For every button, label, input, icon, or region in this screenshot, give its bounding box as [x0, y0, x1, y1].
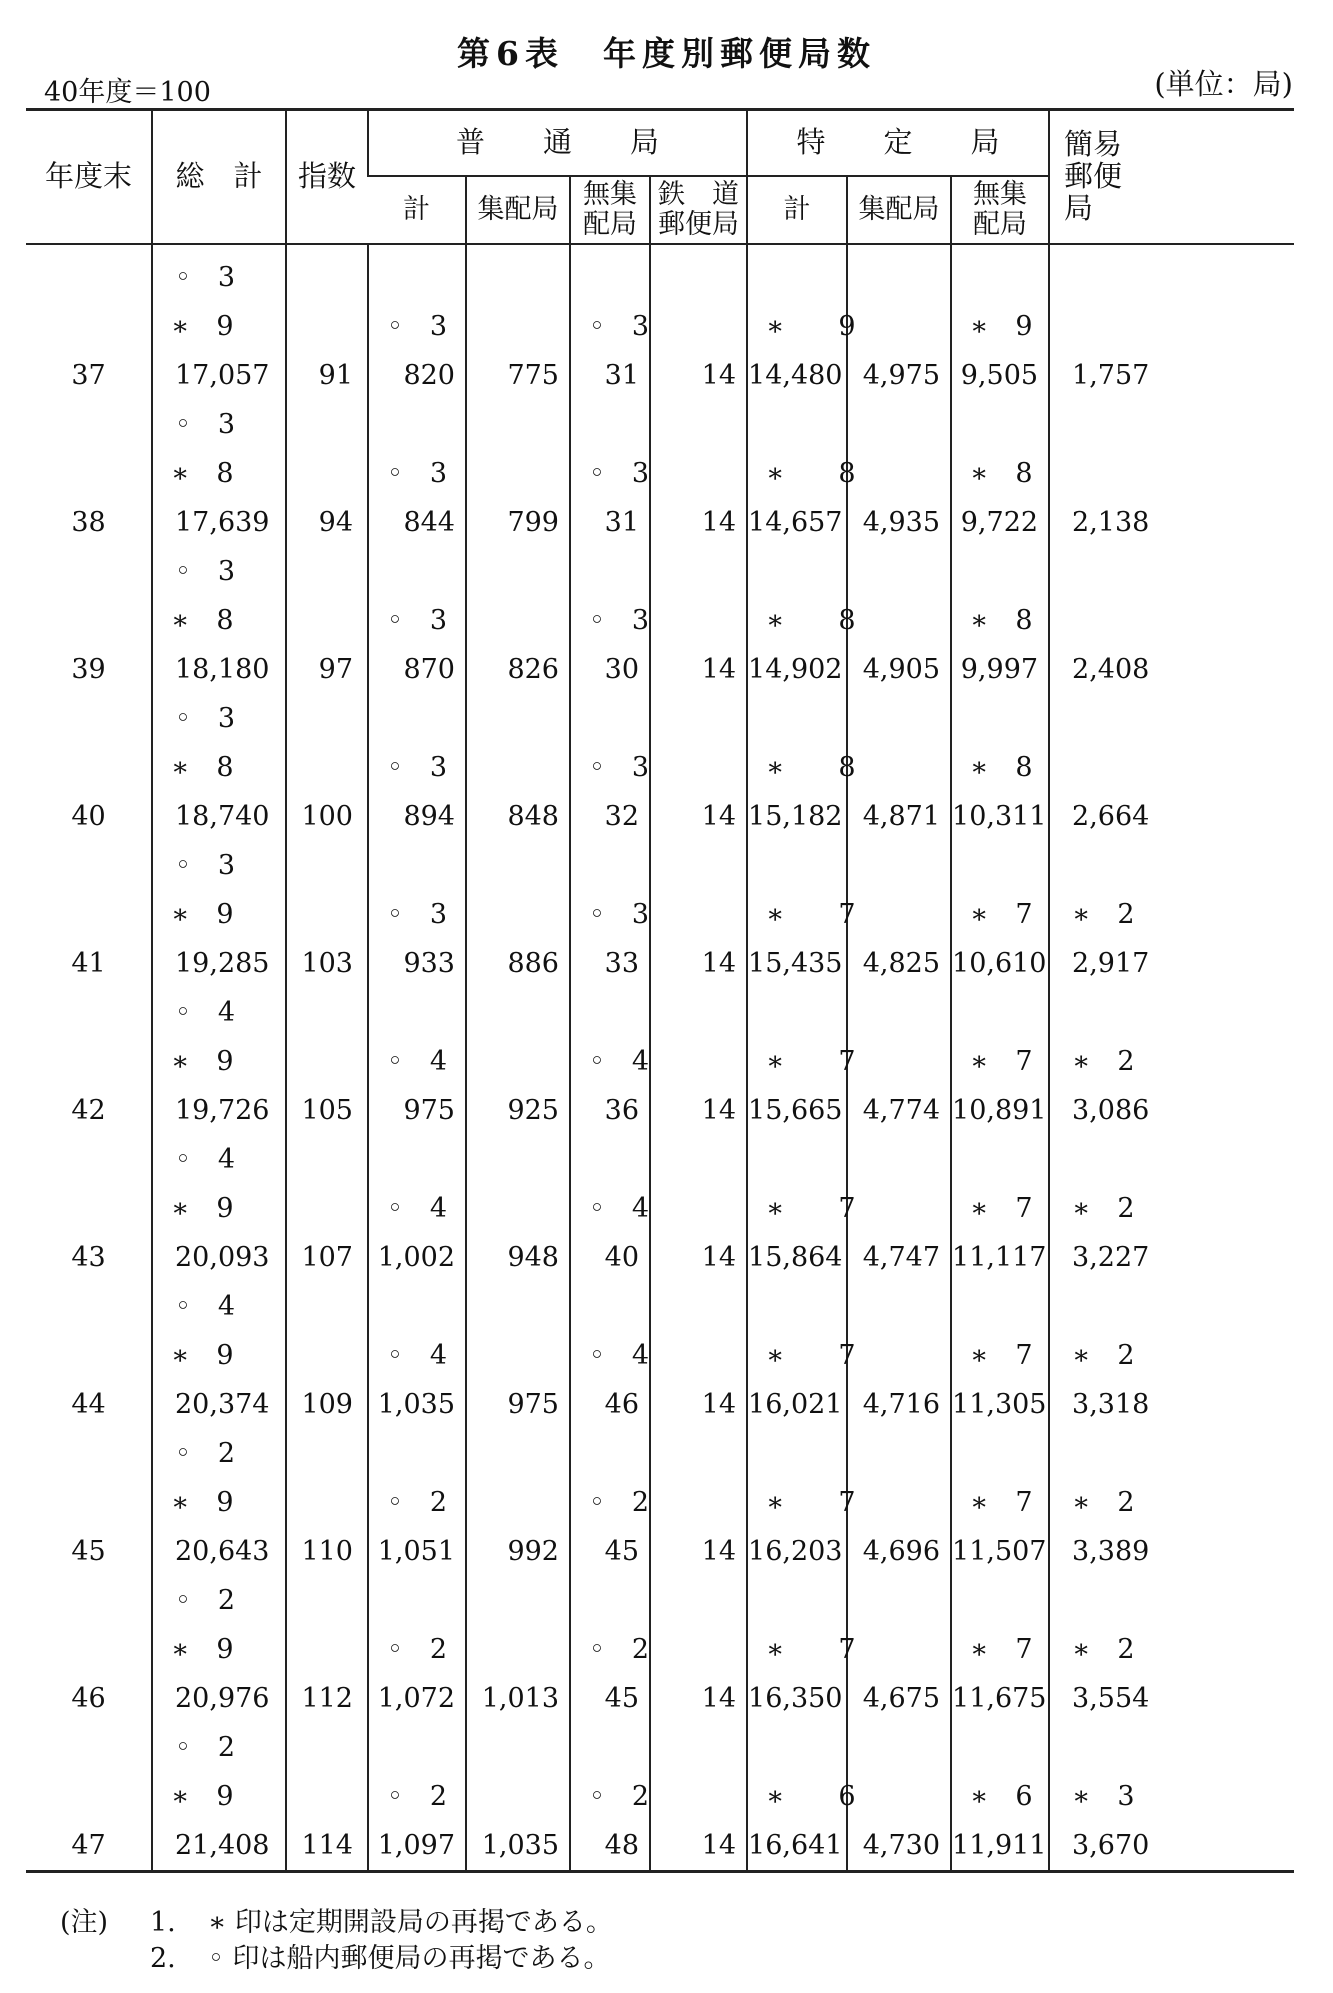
cell-sim: 3,670	[1049, 1821, 1294, 1872]
cell-ord-ship: ◦ 4	[368, 1037, 466, 1086]
cell-spe-collect: 4,675	[847, 1674, 951, 1723]
cell-ord-ship: ◦ 3	[368, 302, 466, 351]
cell-sim: 1,757	[1049, 351, 1294, 400]
cell-spe-total: 16,203	[747, 1527, 847, 1576]
cell-spe-collect: 4,871	[847, 792, 951, 841]
cell-spe-collect: 4,747	[847, 1233, 951, 1282]
cell-spe-total: 15,864	[747, 1233, 847, 1282]
table-row-ship	[26, 547, 1294, 596]
table-row	[26, 1674, 1294, 1723]
cell-spe-non: 9,722	[951, 498, 1049, 547]
footnote-2-text: ◦ 印は船内郵便局の再掲である。	[208, 1943, 611, 1974]
cell-spe-total: 15,435	[747, 939, 847, 988]
cell-total-ship: ◦ 2	[152, 1576, 286, 1625]
cell-sim-star: ∗ 3	[1049, 1772, 1294, 1821]
cell-ord-rail: 14	[650, 498, 747, 547]
cell-spe-non-star: ∗ 9	[951, 302, 1049, 351]
cell-ord-non: 32	[570, 792, 650, 841]
cell-spe-star: ∗ 8	[747, 596, 847, 645]
cell-ord-ship: ◦ 4	[368, 1331, 466, 1380]
cell-sim: 2,664	[1049, 792, 1294, 841]
cell-spe-non-star: ∗ 6	[951, 1772, 1049, 1821]
cell-spe-total: 15,665	[747, 1086, 847, 1135]
cell-sim-star: ∗ 2	[1049, 1478, 1294, 1527]
cell-total-ship: ◦ 4	[152, 1135, 286, 1184]
cell-sim: 2,917	[1049, 939, 1294, 988]
header-ordinary-rail: 鉄 道郵便局	[650, 176, 747, 244]
base-year-note: 40年度＝100	[44, 77, 211, 108]
cell-ord-non-ship: ◦ 2	[570, 1478, 650, 1527]
cell-ord-total: 1,072	[368, 1674, 466, 1723]
cell-year: 43	[71, 1242, 106, 1273]
cell-ord-non: 45	[570, 1674, 650, 1723]
cell-ord-non-ship: ◦ 3	[570, 890, 650, 939]
table-row-markers	[26, 1184, 1294, 1233]
cell-total-star: ∗ 8	[152, 449, 286, 498]
cell-spe-star: ∗ 7	[747, 890, 847, 939]
cell-spe-star: ∗ 7	[747, 1037, 847, 1086]
table-row-markers	[26, 596, 1294, 645]
cell-spe-non: 11,675	[951, 1674, 1049, 1723]
cell-year: 37	[71, 360, 106, 391]
cell-total-ship: ◦ 3	[152, 694, 286, 743]
table-row-markers	[26, 1772, 1294, 1821]
cell-total-ship: ◦ 2	[152, 1429, 286, 1478]
header-specific-noncollect: 無集配局	[951, 176, 1049, 244]
cell-spe-collect: 4,825	[847, 939, 951, 988]
cell-total: 18,180	[152, 645, 286, 694]
table-row-markers	[26, 1037, 1294, 1086]
cell-total: 20,976	[152, 1674, 286, 1723]
cell-ord-collect: 975	[466, 1380, 570, 1429]
post-office-table	[26, 108, 1294, 1873]
cell-spe-non: 11,305	[951, 1380, 1049, 1429]
table-row	[26, 351, 1294, 400]
cell-spe-non-star: ∗ 8	[951, 743, 1049, 792]
cell-spe-non: 10,891	[951, 1086, 1049, 1135]
cell-spe-collect: 4,730	[847, 1821, 951, 1872]
cell-total-ship: ◦ 3	[152, 244, 286, 302]
cell-year: 45	[71, 1536, 106, 1567]
cell-ord-total: 1,051	[368, 1527, 466, 1576]
cell-total-star: ∗ 8	[152, 596, 286, 645]
cell-index: 103	[286, 939, 368, 988]
cell-ord-non: 30	[570, 645, 650, 694]
cell-total-star: ∗ 9	[152, 1772, 286, 1821]
cell-spe-non-star: ∗ 8	[951, 596, 1049, 645]
footnote-2-number: 2.	[150, 1943, 176, 1974]
cell-ord-non: 36	[570, 1086, 650, 1135]
table-row	[26, 498, 1294, 547]
cell-index: 114	[286, 1821, 368, 1872]
cell-total: 18,740	[152, 792, 286, 841]
cell-ord-non-ship: ◦ 3	[570, 302, 650, 351]
cell-spe-non: 10,610	[951, 939, 1049, 988]
cell-spe-total: 14,902	[747, 645, 847, 694]
cell-spe-non: 11,507	[951, 1527, 1049, 1576]
cell-ord-ship: ◦ 2	[368, 1625, 466, 1674]
table-row-ship	[26, 694, 1294, 743]
cell-ord-ship: ◦ 2	[368, 1772, 466, 1821]
table-row	[26, 1086, 1294, 1135]
cell-spe-star: ∗ 7	[747, 1625, 847, 1674]
header-total: 総 計	[152, 110, 286, 245]
cell-spe-star: ∗ 7	[747, 1478, 847, 1527]
footnote-label: (注)	[60, 1907, 109, 1938]
cell-spe-total: 14,480	[747, 351, 847, 400]
cell-total: 20,093	[152, 1233, 286, 1282]
cell-ord-total: 844	[368, 498, 466, 547]
table-row-markers	[26, 743, 1294, 792]
table-row	[26, 1527, 1294, 1576]
cell-spe-non: 9,997	[951, 645, 1049, 694]
cell-ord-rail: 14	[650, 645, 747, 694]
table-row-ship	[26, 1429, 1294, 1478]
cell-spe-non-star: ∗ 7	[951, 890, 1049, 939]
cell-ord-total: 933	[368, 939, 466, 988]
table-row	[26, 939, 1294, 988]
cell-ord-total: 1,097	[368, 1821, 466, 1872]
cell-index: 110	[286, 1527, 368, 1576]
cell-total: 19,726	[152, 1086, 286, 1135]
cell-spe-collect: 4,696	[847, 1527, 951, 1576]
cell-ord-non: 31	[570, 498, 650, 547]
cell-ord-non: 45	[570, 1527, 650, 1576]
table-row-markers	[26, 1331, 1294, 1380]
footnote-1-number: 1.	[150, 1907, 176, 1938]
cell-sim: 3,318	[1049, 1380, 1294, 1429]
cell-total: 17,057	[152, 351, 286, 400]
cell-spe-non-star: ∗ 7	[951, 1478, 1049, 1527]
page-title: 第6表 年度別郵便局数	[457, 34, 876, 73]
cell-year: 47	[26, 1821, 152, 1872]
cell-sim-star: ∗ 2	[1049, 1625, 1294, 1674]
cell-ord-collect: 948	[466, 1233, 570, 1282]
cell-ord-non-ship: ◦ 3	[570, 743, 650, 792]
cell-ord-ship: ◦ 3	[368, 449, 466, 498]
cell-spe-total: 16,350	[747, 1674, 847, 1723]
cell-index: 100	[286, 792, 368, 841]
header-specific-collect: 集配局	[847, 176, 951, 244]
cell-index: 107	[286, 1233, 368, 1282]
cell-spe-non: 10,311	[951, 792, 1049, 841]
footnote-1-text: ∗ 印は定期開設局の再掲である。	[208, 1907, 613, 1938]
table-row-ship	[26, 1723, 1294, 1772]
table-row-markers	[26, 890, 1294, 939]
cell-index: 94	[286, 498, 368, 547]
cell-ord-collect: 1,035	[466, 1821, 570, 1872]
cell-spe-star: ∗ 8	[747, 449, 847, 498]
cell-spe-non-star: ∗ 7	[951, 1331, 1049, 1380]
cell-spe-total: 16,641	[747, 1821, 847, 1872]
cell-sim: 3,227	[1049, 1233, 1294, 1282]
cell-total-ship: ◦ 3	[152, 547, 286, 596]
header-ordinary-collect: 集配局	[466, 176, 570, 244]
cell-ord-non: 48	[570, 1821, 650, 1872]
cell-total-star: ∗ 9	[152, 890, 286, 939]
table-row	[26, 1821, 1294, 1872]
footnote-1	[60, 1905, 613, 1941]
cell-sim-star	[1049, 449, 1294, 498]
cell-total-star: ∗ 9	[152, 1331, 286, 1380]
cell-spe-non-star: ∗ 7	[951, 1037, 1049, 1086]
cell-spe-collect: 4,905	[847, 645, 951, 694]
cell-spe-star: ∗ 7	[747, 1331, 847, 1380]
cell-spe-collect: 4,716	[847, 1380, 951, 1429]
cell-ord-collect: 925	[466, 1086, 570, 1135]
cell-ord-total: 1,002	[368, 1233, 466, 1282]
cell-total: 20,643	[152, 1527, 286, 1576]
cell-ord-rail: 14	[650, 1380, 747, 1429]
cell-ord-ship: ◦ 2	[368, 1478, 466, 1527]
table-row-markers	[26, 302, 1294, 351]
cell-ord-non-ship: ◦ 3	[570, 449, 650, 498]
cell-year: 41	[71, 948, 106, 979]
cell-ord-non: 31	[570, 351, 650, 400]
cell-ord-non-ship: ◦ 4	[570, 1331, 650, 1380]
cell-ord-total: 820	[368, 351, 466, 400]
cell-ord-ship: ◦ 3	[368, 890, 466, 939]
cell-total: 19,285	[152, 939, 286, 988]
table-row	[26, 1380, 1294, 1429]
cell-ord-non: 46	[570, 1380, 650, 1429]
cell-total-star: ∗ 8	[152, 743, 286, 792]
cell-sim-star	[1049, 302, 1294, 351]
cell-spe-collect: 4,774	[847, 1086, 951, 1135]
table-row-ship	[26, 244, 1294, 302]
cell-total-ship: ◦ 2	[152, 1723, 286, 1772]
cell-spe-star: ∗ 7	[747, 1184, 847, 1233]
cell-total-star: ∗ 9	[152, 1478, 286, 1527]
cell-spe-total: 14,657	[747, 498, 847, 547]
table-row-markers	[26, 449, 1294, 498]
table-row-ship	[26, 1282, 1294, 1331]
cell-total-ship: ◦ 3	[152, 400, 286, 449]
cell-year: 40	[71, 801, 106, 832]
table-row-markers	[26, 1478, 1294, 1527]
cell-spe-non-star: ∗ 8	[951, 449, 1049, 498]
cell-sim-star: ∗ 2	[1049, 1184, 1294, 1233]
cell-ord-non: 40	[570, 1233, 650, 1282]
cell-spe-collect: 4,935	[847, 498, 951, 547]
table-row	[26, 645, 1294, 694]
header-simple: 簡易郵便局	[1049, 110, 1294, 245]
unit-note: (単位：局)	[1154, 67, 1293, 101]
cell-spe-non: 11,117	[951, 1233, 1049, 1282]
cell-year: 39	[71, 654, 106, 685]
cell-spe-non-star: ∗ 7	[951, 1625, 1049, 1674]
cell-ord-non-ship: ◦ 3	[570, 596, 650, 645]
cell-year: 46	[71, 1683, 106, 1714]
cell-ord-collect: 848	[466, 792, 570, 841]
cell-ord-non-ship: ◦ 4	[570, 1037, 650, 1086]
header-year: 年度末	[26, 110, 152, 245]
cell-ord-ship: ◦ 3	[368, 596, 466, 645]
cell-sim: 3,389	[1049, 1527, 1294, 1576]
cell-ord-collect: 1,013	[466, 1674, 570, 1723]
table-row-ship	[26, 400, 1294, 449]
cell-index: 105	[286, 1086, 368, 1135]
cell-ord-non-ship: ◦ 4	[570, 1184, 650, 1233]
cell-spe-total: 16,021	[747, 1380, 847, 1429]
cell-ord-collect: 775	[466, 351, 570, 400]
cell-sim-star: ∗ 2	[1049, 890, 1294, 939]
cell-total-star: ∗ 9	[152, 1625, 286, 1674]
table-row-ship	[26, 1135, 1294, 1184]
cell-total-star: ∗ 9	[152, 302, 286, 351]
cell-total: 20,374	[152, 1380, 286, 1429]
cell-ord-ship: ◦ 4	[368, 1184, 466, 1233]
cell-index: 97	[286, 645, 368, 694]
header-ordinary-noncollect: 無集配局	[570, 176, 650, 244]
header-ordinary-total: 計	[368, 176, 466, 244]
cell-spe-total: 15,182	[747, 792, 847, 841]
cell-sim: 2,408	[1049, 645, 1294, 694]
cell-sim-star: ∗ 2	[1049, 1037, 1294, 1086]
cell-ord-collect: 799	[466, 498, 570, 547]
cell-index: 91	[286, 351, 368, 400]
cell-ord-rail: 14	[650, 1527, 747, 1576]
cell-ord-non-ship: ◦ 2	[570, 1772, 650, 1821]
cell-ord-collect: 826	[466, 645, 570, 694]
table-row	[26, 1233, 1294, 1282]
header-specific: 特 定 局	[747, 110, 1049, 177]
table-row-ship	[26, 988, 1294, 1037]
cell-ord-total: 975	[368, 1086, 466, 1135]
cell-ord-rail: 14	[650, 792, 747, 841]
cell-spe-collect: 4,975	[847, 351, 951, 400]
cell-year: 44	[71, 1389, 106, 1420]
footnote-2	[60, 1941, 613, 1977]
cell-total-ship: ◦ 4	[152, 1282, 286, 1331]
cell-total-ship: ◦ 4	[152, 988, 286, 1037]
cell-ord-non: 33	[570, 939, 650, 988]
cell-sim: 3,554	[1049, 1674, 1294, 1723]
cell-ord-total: 894	[368, 792, 466, 841]
cell-ord-total: 870	[368, 645, 466, 694]
table-row-markers	[26, 1625, 1294, 1674]
cell-ord-collect: 886	[466, 939, 570, 988]
cell-ord-rail: 14	[650, 1233, 747, 1282]
cell-year: 42	[71, 1095, 106, 1126]
cell-spe-star: ∗ 8	[747, 743, 847, 792]
cell-sim: 3,086	[1049, 1086, 1294, 1135]
table-row	[26, 792, 1294, 841]
cell-ord-total: 1,035	[368, 1380, 466, 1429]
cell-index: 112	[286, 1674, 368, 1723]
cell-ord-collect: 992	[466, 1527, 570, 1576]
header-index: 指数	[286, 110, 368, 245]
cell-ord-rail: 14	[650, 1086, 747, 1135]
table-body	[26, 244, 1294, 1872]
cell-ord-rail: 14	[650, 1674, 747, 1723]
cell-spe-non: 11,911	[951, 1821, 1049, 1872]
cell-sim-star	[1049, 743, 1294, 792]
cell-total: 21,408	[152, 1821, 286, 1872]
table-row-ship	[26, 841, 1294, 890]
cell-sim-star	[1049, 596, 1294, 645]
cell-ord-rail: 14	[650, 1821, 747, 1872]
cell-spe-non-star: ∗ 7	[951, 1184, 1049, 1233]
cell-ord-rail: 14	[650, 939, 747, 988]
cell-sim-star: ∗ 2	[1049, 1331, 1294, 1380]
cell-spe-star: ∗ 6	[747, 1772, 847, 1821]
cell-index: 109	[286, 1380, 368, 1429]
header-ordinary: 普 通 局	[368, 110, 747, 177]
cell-spe-star: ∗ 9	[747, 302, 847, 351]
cell-total-ship: ◦ 3	[152, 841, 286, 890]
cell-spe-non: 9,505	[951, 351, 1049, 400]
table-row-ship	[26, 1576, 1294, 1625]
cell-total: 17,639	[152, 498, 286, 547]
cell-ord-non-ship: ◦ 2	[570, 1625, 650, 1674]
cell-ord-ship: ◦ 3	[368, 743, 466, 792]
cell-ord-rail: 14	[650, 351, 747, 400]
cell-year: 38	[71, 507, 106, 538]
cell-sim: 2,138	[1049, 498, 1294, 547]
cell-total-star: ∗ 9	[152, 1037, 286, 1086]
header-specific-total: 計	[747, 176, 847, 244]
footnotes	[60, 1905, 613, 1977]
cell-total-star: ∗ 9	[152, 1184, 286, 1233]
